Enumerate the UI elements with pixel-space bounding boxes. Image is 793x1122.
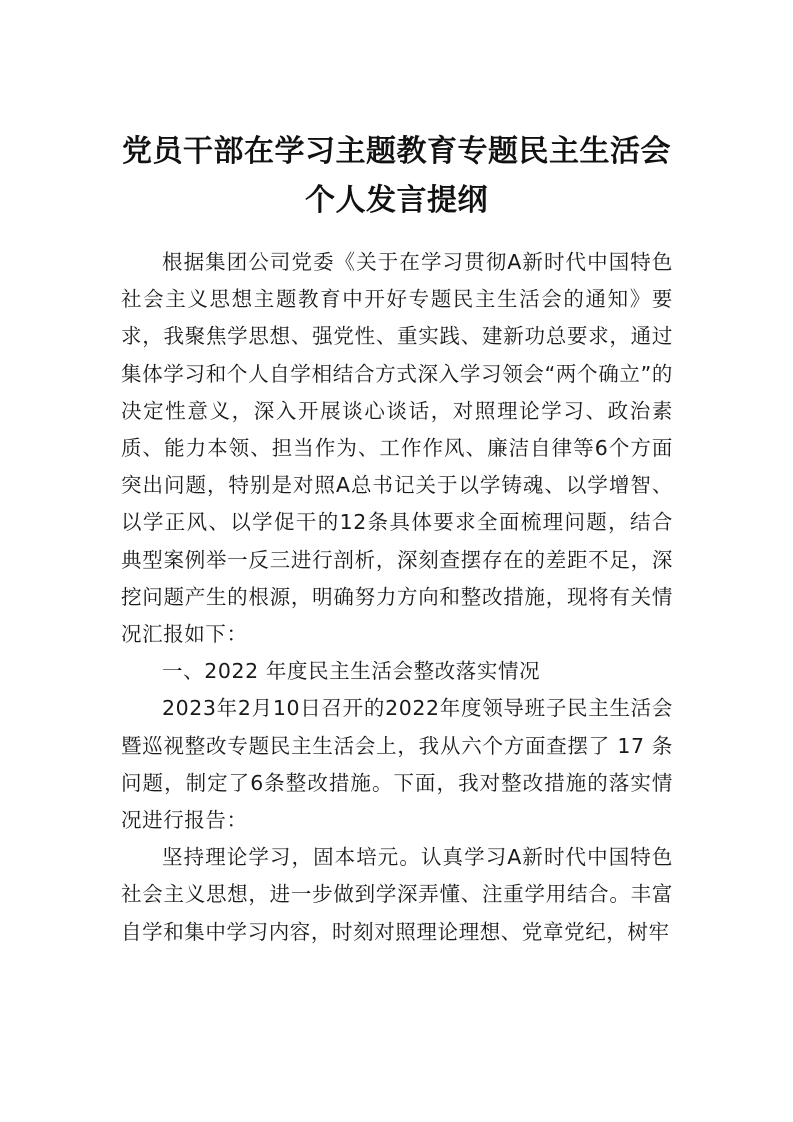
section-heading-1: 一、2022 年度民主生活会整改落实情况 <box>162 659 541 684</box>
document-title-line-1: 党员干部在学习主题教育专题民主生活会 <box>122 134 671 169</box>
document-body <box>121 244 673 951</box>
paragraph-intro: 根据集团公司党委《关于在学习贯彻A新时代中国特色社会主义思想主题教育中开好专题民主生活会的通知》要求，我聚焦学思想、强党性、重实践、建新功总要求，通过集体学习和个人自学相结合方式深入学习领会“两个确立”的决定性意义，深入开展谈心谈话，对照理论学习、政治素质、能力本领、担当作为、工作作风、廉洁自律等6个方面突出问题，特别是对照A总书记关于以学铸魂、以学增智、以学正风、以学促干的12条具体要求全面梳理问题，结合典型案例举一反三进行剖析，深刻查摆存在的差距不足，深挖问题产生的根源，明确努力方向和整改措施，现将有关情况汇报如下： <box>121 250 673 647</box>
paragraph-theory-study: 坚持理论学习，固本培元。认真学习A新时代中国特色社会主义思想，进一步做到学深弄懂、注重学用结合。丰富自学和集中学习内容，时刻对照理论理想、党章党纪，树牢 <box>121 845 673 944</box>
document-title-line-2: 个人发言提纲 <box>305 183 488 218</box>
paragraph-rectification-report: 2023年2月10日召开的2022年度领导班子民主生活会暨巡视整改专题民主生活会上，我从六个方面查摆了 17 条问题，制定了6条整改措施。下面，我对整改措施的落实情况进行报告： <box>121 696 673 833</box>
